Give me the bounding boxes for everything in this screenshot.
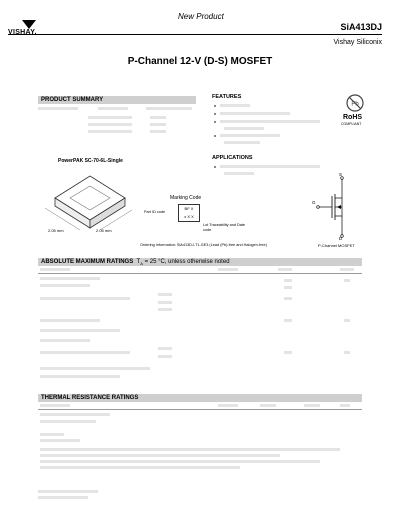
- header-rule: [8, 34, 382, 35]
- logo-triangle-icon: [22, 20, 36, 29]
- rohs-compliant: COMPLIANT: [341, 122, 362, 126]
- package-dim-1: 2.05 mm: [48, 228, 64, 233]
- rohs-badge: [340, 93, 370, 133]
- features-list: [212, 103, 332, 147]
- thermal-header: THERMAL RESISTANCE RATINGS: [38, 394, 362, 402]
- package-dim-2: 2.05 mm: [96, 228, 112, 233]
- schematic-s: S: [339, 172, 343, 177]
- company-name: Vishay Siliconix: [333, 39, 382, 46]
- svg-text:Pb: Pb: [351, 101, 359, 108]
- package-label: PowerPAK SC-70-6L-Single: [58, 158, 123, 164]
- pb-free-icon: [345, 93, 365, 113]
- mosfet-symbol: [310, 172, 360, 242]
- applications-heading: APPLICATIONS: [212, 155, 253, 161]
- thermal-table: [38, 403, 362, 443]
- abs-max-title: ABSOLUTE MAXIMUM RATINGS: [41, 259, 134, 265]
- schematic-label: P-Channel MOSFET: [318, 243, 355, 248]
- marking-title: Marking Code: [170, 195, 202, 201]
- notes-block: [38, 448, 362, 478]
- abs-max-table: [38, 267, 362, 387]
- part-number: SiA413DJ: [340, 22, 382, 32]
- schematic-d: D: [339, 236, 343, 241]
- marking-line-2: x X X: [184, 214, 194, 219]
- abs-max-header: [38, 258, 362, 266]
- product-summary-header: PRODUCT SUMMARY: [38, 96, 196, 104]
- rohs-label: RoHS: [343, 114, 363, 121]
- marking-part-id: Part ID code: [144, 210, 166, 214]
- page-title: P-Channel 12-V (D-S) MOSFET: [127, 56, 273, 67]
- abs-max-condition: = 25 °C, unless otherwise noted: [144, 259, 230, 265]
- new-product-label: New Product: [178, 12, 224, 21]
- logo-text: VISHAY.: [8, 29, 37, 36]
- ordering-info: Ordering Information: SiA413DJ-T1-GE3 (Lead (Pb)-free and Halogen-free): [140, 243, 267, 247]
- marking-box: [178, 204, 200, 222]
- marking-lot: Lot Traceability and Date code: [203, 223, 246, 232]
- product-summary-table: [38, 106, 196, 138]
- footer-doc-info: [38, 490, 118, 500]
- features-heading: FEATURES: [212, 94, 242, 100]
- schematic-g: G: [312, 200, 316, 205]
- marking-line-1: BF X: [184, 206, 194, 211]
- abs-max-temp-symbol: $T_A$: [134, 259, 143, 267]
